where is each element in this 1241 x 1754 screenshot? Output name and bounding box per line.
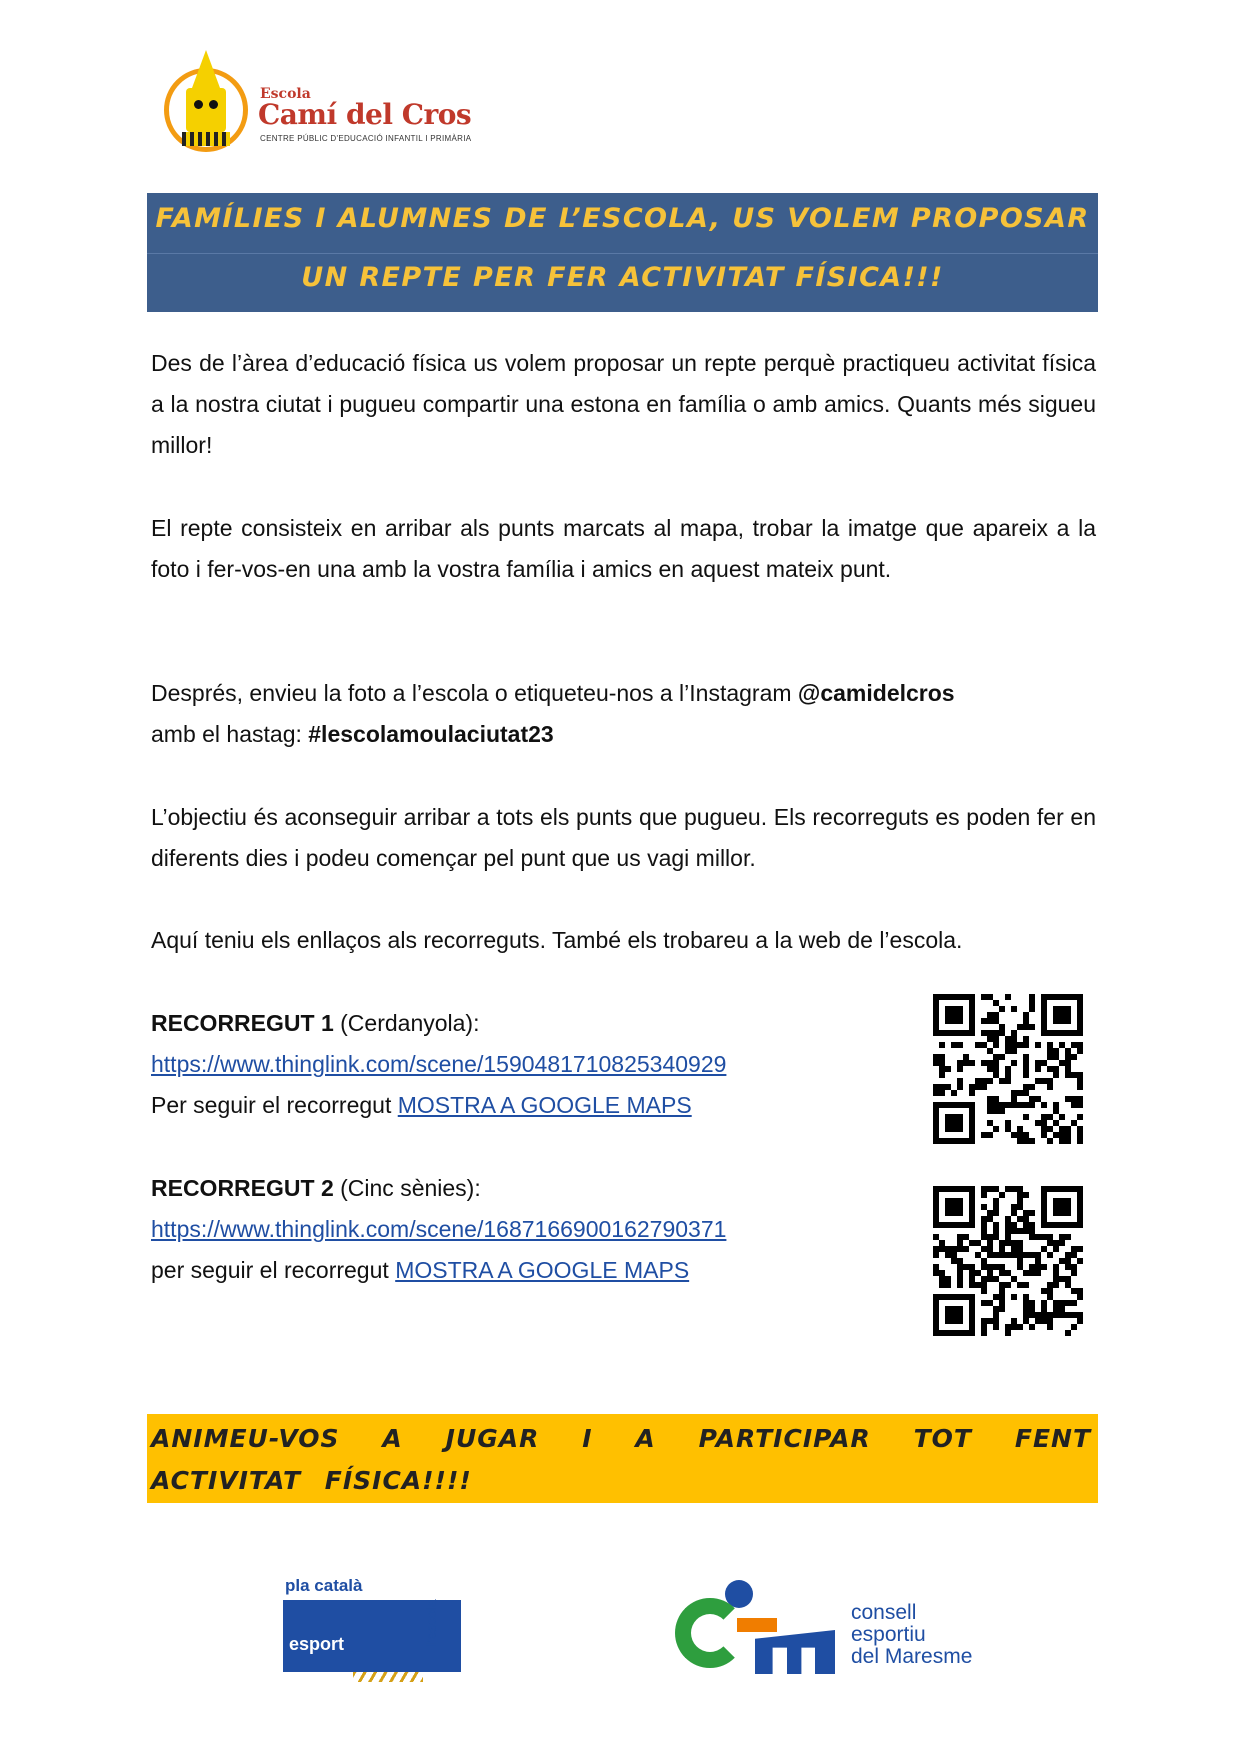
- hashtag-label: amb el hastag:: [151, 721, 302, 747]
- pla-esport-text: esport: [289, 1634, 345, 1654]
- logo-school-name: Camí del Cros: [258, 98, 472, 131]
- cem-line-2: esportiu: [851, 1623, 926, 1646]
- mascot-face-icon: [186, 88, 226, 132]
- route-2-follow-text: per seguir el recorregut: [151, 1257, 389, 1283]
- logo-subtitle: CENTRE PÚBLIC D'EDUCACIÓ INFANTIL I PRIMÀRIA: [260, 134, 472, 143]
- route-2-qr-code[interactable]: [933, 1186, 1083, 1336]
- pla-catala-esport-escola-logo: [283, 1576, 463, 1686]
- cem-orange-bar: [737, 1618, 777, 1632]
- cem-line-1: consell: [851, 1601, 917, 1624]
- hashtag: #lescolamoulaciutat23: [308, 721, 554, 747]
- route-1-maps-link[interactable]: MOSTRA A GOOGLE MAPS: [397, 1092, 692, 1118]
- mascot-legs: [182, 132, 230, 146]
- challenge-paragraph: El repte consisteix en arribar als punts marcats al mapa, trobar la imatge que apareix a la foto i fer-vos-en una amb la vostra família i amics en aquest mateix punt.: [151, 515, 1096, 582]
- mascot-eye: [209, 100, 218, 109]
- pla-catala-text: pla català: [285, 1576, 363, 1595]
- pencil-icon: [192, 50, 220, 88]
- mascot-eye: [194, 100, 203, 109]
- objective-paragraph: L’objectiu és aconseguir arribar a tots els punts que pugueu. Els recorreguts es poden fer en diferents dies i podeu començar pel punt que us vagi millor.: [151, 804, 1096, 871]
- route-2-place: (Cinc sènies):: [340, 1175, 481, 1201]
- route-1-title: RECORREGUT 1: [151, 1010, 334, 1036]
- route-1-follow-text: Per seguir el recorregut: [151, 1092, 392, 1118]
- links-intro-paragraph: Aquí teniu els enllaços als recorreguts. També els trobareu a la web de l’escola.: [151, 927, 963, 953]
- cem-line-3: del Maresme: [851, 1645, 973, 1668]
- school-logo: [164, 50, 474, 154]
- pla-decoration-lines: [353, 1672, 423, 1682]
- header-divider: [147, 253, 1098, 254]
- route-1-qr-code[interactable]: [933, 994, 1083, 1144]
- cem-text: [851, 1602, 972, 1668]
- route-2-maps-link[interactable]: MOSTRA A GOOGLE MAPS: [395, 1257, 690, 1283]
- logo-escola: Escola: [260, 86, 311, 102]
- header-line-2: UN REPTE PER FER ACTIVITAT FÍSICA!!!: [301, 262, 944, 293]
- consell-esportiu-maresme-logo: [675, 1580, 1015, 1680]
- instagram-paragraph: [151, 673, 1096, 755]
- header-line-1: FAMÍLIES I ALUMNES DE L’ESCOLA, US VOLEM PROPOSAR: [155, 203, 1090, 234]
- instagram-handle: @camidelcros: [797, 680, 955, 706]
- header-banner: [147, 193, 1098, 312]
- footer-call-to-action: ANIMEU-VOS A JUGAR I A PARTICIPAR TOT FENT ACTIVITAT FÍSICA!!!!: [151, 1424, 1091, 1495]
- route-1-url-link[interactable]: https://www.thinglink.com/scene/1590481710825340929: [151, 1051, 727, 1077]
- cem-m-shape: [755, 1630, 835, 1674]
- route-2-url-link[interactable]: https://www.thinglink.com/scene/1687166900162790371: [151, 1216, 727, 1242]
- footer-banner: [147, 1414, 1098, 1503]
- pla-escola-text: l’escola: [423, 1599, 439, 1646]
- route-1: [151, 1003, 911, 1126]
- route-1-place: (Cerdanyola):: [340, 1010, 480, 1036]
- instagram-text: Després, envieu la foto a l’escola o etiqueteu-nos a l’Instagram: [151, 680, 792, 706]
- intro-paragraph: Des de l’àrea d’educació física us volem proposar un repte perquè practiqueu activitat física a la nostra ciutat i pugueu compartir una estona en família o amb amics. Quants més sigueu millor!: [151, 350, 1096, 458]
- route-2-title: RECORREGUT 2: [151, 1175, 334, 1201]
- route-2: [151, 1168, 911, 1291]
- cem-c-shape: [675, 1598, 745, 1668]
